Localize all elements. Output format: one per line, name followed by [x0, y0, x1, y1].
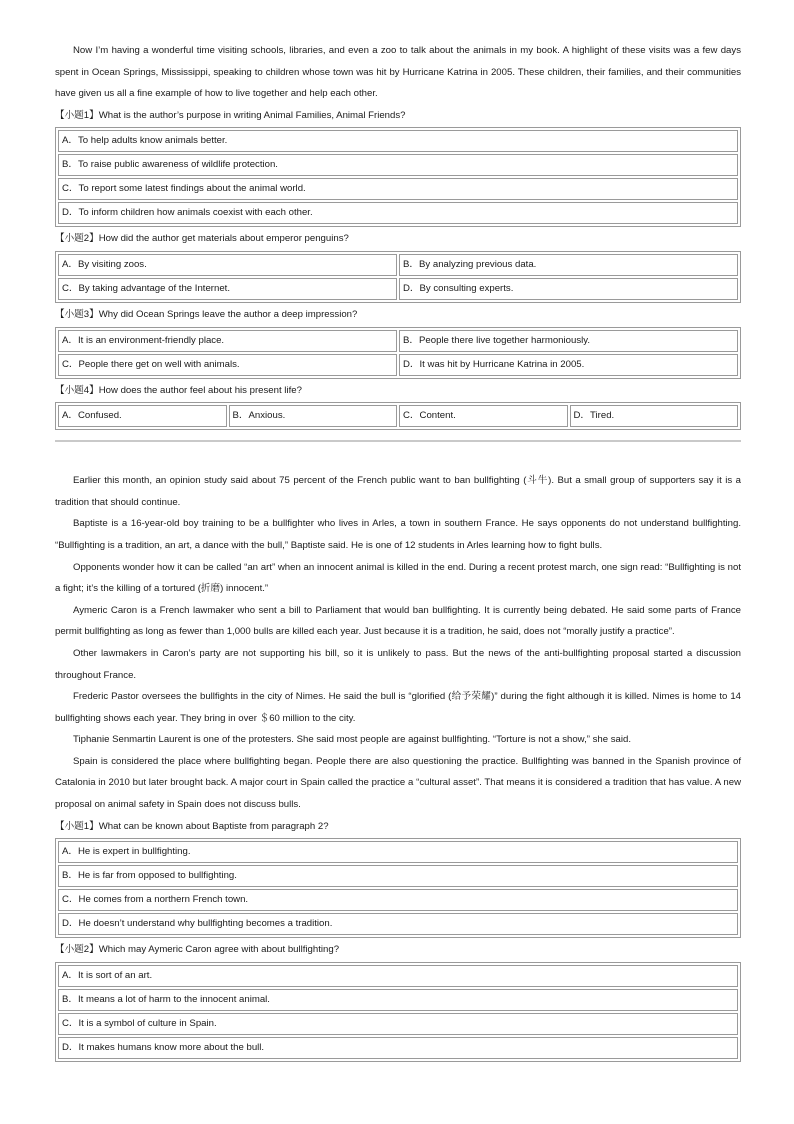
option-a: A．Confused.	[58, 405, 227, 427]
passage2-paragraph-4: Aymeric Caron is a French lawmaker who sent a bill to Parliament that would ban bullfighting. It is currently being debated. He said some parts of France permit bullfighting as long as fewer than 1,000 bulls are killed each year. Just because it is a tradition, he said, does not “morally justify a practice”.	[55, 604, 741, 638]
option-c: C．To report some latest findings about the animal world.	[58, 178, 738, 200]
p1-q1-options	[55, 127, 741, 227]
p2-question-1: 【小题1】What can be known about Baptiste from paragraph 2?	[55, 820, 329, 832]
option-b: B．By analyzing previous data.	[399, 254, 738, 276]
option-d: D．To inform children how animals coexist with each other.	[58, 202, 738, 224]
option-a: A．To help adults know animals better.	[58, 130, 738, 152]
p2-question-2: 【小题2】Which may Aymeric Caron agree with about bullfighting?	[55, 944, 340, 956]
p1-question-2: 【小题2】How did the author get materials about emperor penguins?	[55, 233, 349, 245]
p2-q1-options	[55, 838, 741, 938]
exam-page	[55, 40, 741, 1063]
p1-q3-options	[55, 327, 741, 379]
passage1-paragraph-1: Now I’m having a wonderful time visiting schools, libraries, and even a zoo to talk about the animals in my book. A highlight of these visits was a few days spent in Ocean Springs, Mississippi, speaking to children whose town was hit by Hurricane Katrina in 2005. These children, their families, and their communities have given us all a fine example of how to live together and help each other.	[55, 45, 741, 100]
p1-q4-options	[55, 402, 741, 430]
option-a: A．By visiting zoos.	[58, 254, 397, 276]
passage2-paragraph-8: Spain is considered the place where bullfighting began. People there are also questioning the practice. Bullfighting was banned in the Spanish province of Catalonia in 2010 but later brought back. A major court in Spain called the practice a “cultural asset”. That means it is considered a tradition that has value. A new proposal on animal safety in Spain does not discuss bulls.	[55, 755, 741, 811]
section-divider	[55, 440, 741, 442]
option-d: D．It was hit by Hurricane Katrina in 2005.	[399, 354, 738, 376]
passage2-paragraph-7: Tiphanie Senmartin Laurent is one of the protesters. She said most people are against bullfighting. “Torture is not a show,” she said.	[73, 734, 631, 746]
option-d: D．By consulting experts.	[399, 278, 738, 300]
option-d: D．Tired.	[570, 405, 739, 427]
passage2-paragraph-6: Frederic Pastor oversees the bullfights in the city of Nimes. He said the bull is “glorified (给予荣耀)” during the fight although it is killed. Nimes is home to 14 bullfighting shows each year. They bring in over ＄60 million to the city.	[55, 691, 741, 724]
option-c: C．Content.	[399, 405, 568, 427]
passage2-paragraph-3: Opponents wonder how it can be called “an art” when an innocent animal is killed in the end. During a recent protest march, one sign read: “Bullfighting is not a fight; it’s the killing of a tortured (折磨) innocent.”	[55, 561, 741, 595]
p1-question-3: 【小题3】Why did Ocean Springs leave the author a deep impression?	[55, 308, 358, 320]
option-a: A．He is expert in bullfighting.	[58, 841, 738, 863]
option-b: B．He is far from opposed to bullfighting.	[58, 865, 738, 887]
option-a: A．It is sort of an art.	[58, 965, 738, 987]
option-d: D．It makes humans know more about the bull.	[58, 1037, 738, 1059]
passage2-paragraph-2: Baptiste is a 16-year-old boy training to be a bullfighter who lives in Arles, a town in southern France. He says opponents do not understand bullfighting. “Bullfighting is a tradition, an art, a dance with the bull,” Baptiste said. He is one of 12 students in Arles learning how to fight bulls.	[55, 518, 741, 551]
option-c: C．He comes from a northern French town.	[58, 889, 738, 911]
p1-question-1: 【小题1】What is the author’s purpose in writing Animal Families, Animal Friends?	[55, 109, 406, 121]
p1-question-4: 【小题4】How does the author feel about his present life?	[55, 384, 302, 396]
option-b: B．To raise public awareness of wildlife protection.	[58, 154, 738, 176]
option-b: B．Anxious.	[229, 405, 398, 427]
p2-q2-options	[55, 962, 741, 1062]
passage2-paragraph-1: Earlier this month, an opinion study said about 75 percent of the French public want to ban bullfighting (斗牛). But a small group of supporters say it is a tradition that should continue.	[55, 475, 741, 508]
passage2-paragraph-5: Other lawmakers in Caron’s party are not supporting his bill, so it is unlikely to pass. But the news of the anti-bullfighting proposal started a discussion throughout France.	[55, 647, 741, 681]
option-a: A．It is an environment-friendly place.	[58, 330, 397, 352]
option-c: C．It is a symbol of culture in Spain.	[58, 1013, 738, 1035]
option-b: B．It means a lot of harm to the innocent animal.	[58, 989, 738, 1011]
option-c: C．By taking advantage of the Internet.	[58, 278, 397, 300]
option-c: C．People there get on well with animals.	[58, 354, 397, 376]
p1-q2-options	[55, 251, 741, 303]
option-d: D．He doesn’t understand why bullfighting becomes a tradition.	[58, 913, 738, 935]
option-b: B．People there live together harmoniously.	[399, 330, 738, 352]
